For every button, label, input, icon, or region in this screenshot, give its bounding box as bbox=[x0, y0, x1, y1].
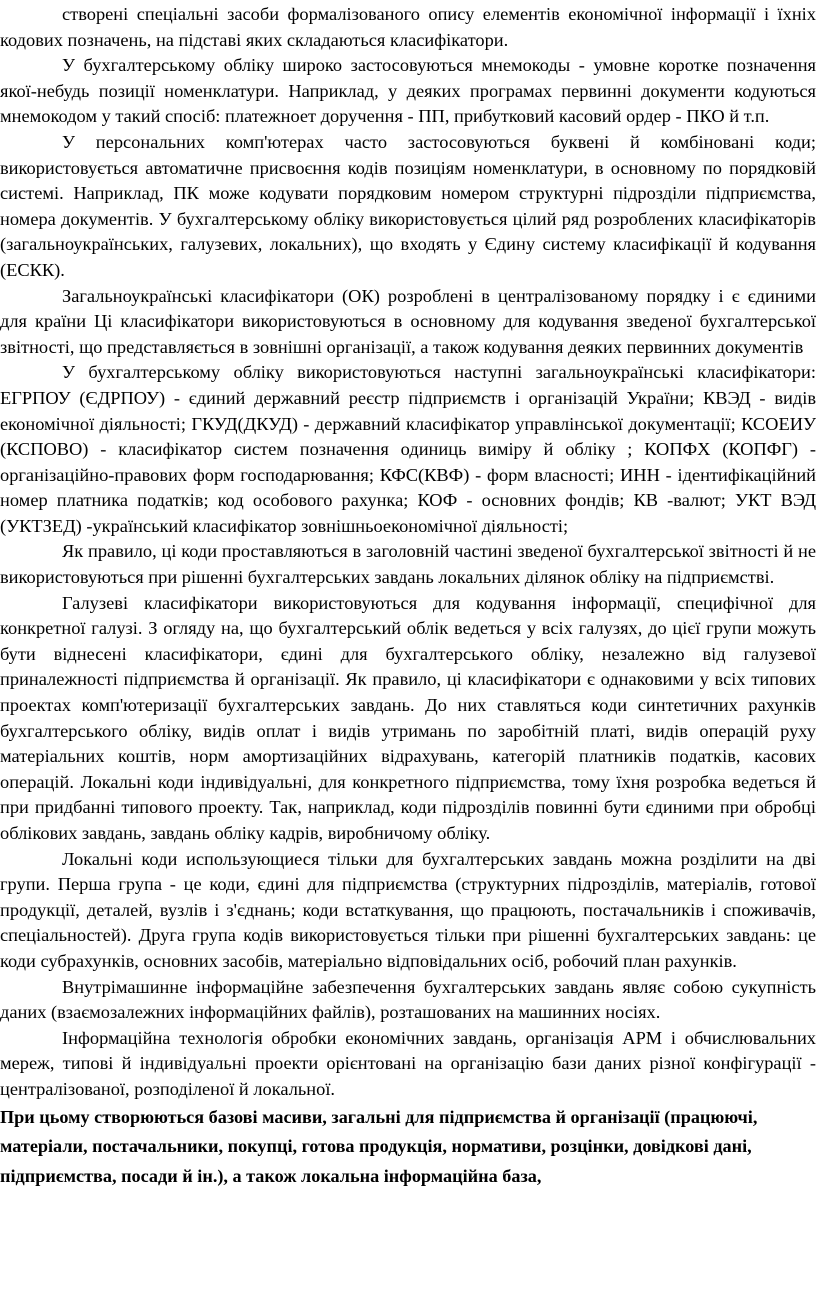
paragraph-pc-codes: У персональних комп'ютерах часто застосовуються буквені й комбіновані коди; використовується автоматичне присвоєння кодів позиціям номенклатури, в основному по порядковій системі. Наприклад, ПК може кодувати порядковим номером структурні підрозділи підприємства, номера документів. У бухгалтерському обліку використовується цілий ряд розроблених класифікаторів (загальноукраїнських, галузевих, локальних), що входять у Єдину систему класифікації й кодування (ЕСКК). bbox=[0, 131, 816, 280]
paragraph-local-codes: Локальні коди использующиеся тільки для бухгалтерських завдань можна розділити на дві групи. Перша група - це коди, єдині для підприємства (структурних підрозділів, матеріалів, готової продукції, деталей, вузлів і з'єднань; коди встаткування, що працюють, постачальників і споживачів, спеціальностей). Друга група кодів використовується тільки при рішенні бухгалтерських завдань: це коди субрахунків, основних засобів, матеріально відповідальних осіб, робочий план рахунків. bbox=[0, 848, 816, 971]
paragraph-industry-classifiers: Галузеві класифікатори використовуються для кодування інформації, специфічної для конкретної галузі. З огляду на, що бухгалтерський облік ведеться у всіх галузях, до цієї групи можуть бути віднесені класифікатори, єдині для бухгалтерського обліку, незалежно від галузевої приналежності підприємства й організації. Як правило, ці класифікатори є однаковими у всіх типових проектах комп'ютеризації бухгалтерських завдань. До них ставляться коди синтетичних рахунків бухгалтерського обліку, видів оплат і видів утримань по заробітній платі, видів операцій руху матеріальних коштів, норм амортизаційних відрахувань, категорій платників податків, касових операцій. Локальні коди індивідуальні, для конкретного підприємства, тому їхня розробка ведеться й при придбанні типового проекту. Так, наприклад, коди підрозділів повинні бути єдиними при обробці облікових завдань, завдань обліку кадрів, виробничому обліку. bbox=[0, 592, 816, 843]
paragraph-mnemocodes: У бухгалтерському обліку широко застосовуються мнемокоды - умовне коротке позначення якої-небудь позиції номенклатури. Наприклад, у деяких програмах первинні документи кодуються мнемокодом у такий спосіб: платежноет доручення - ПП, прибутковий касовий ордер - ПКО й т.п. bbox=[0, 55, 816, 127]
paragraph-info-technology: Інформаційна технологія обробки економічних завдань, організація АРМ і обчислювальних мереж, типові й індивідуальні проекти орієнтовані на організацію бази даних різної конфігурації - централізованої, розподіленої й локальної. bbox=[0, 1027, 816, 1099]
paragraph-internal-info: Внутрімашинне інформаційне забезпечення бухгалтерських завдань являє собою сукупність даних (взаємозалежних інформаційних файлів), розташованих на машинних носіях. bbox=[0, 976, 816, 1023]
paragraph-classifier-list: У бухгалтерському обліку використовуються наступні загальноукраїнські класифікатори: ЕГРПОУ (ЄДРПОУ) - єдиний державний реєстр підприємств і організацій України; КВЭД - видів економічної діяльності; ГКУД(ДКУД) - державний класифікатор управлінської документації; КСОЕИУ (КСПОВО) - класифікатор систем позначення одиниць виміру й обліку ; КОПФХ (КОПФГ) - організаційно-правових форм господарювання; КФС(КВФ) - форм власності; ИНН - ідентифікаційний номер платника податків; код особового рахунка; КОФ - основних фондів; КВ -валют; УКТ ВЭД (УКТЗЕД) -український класифікатор зовнішньоекономічної діяльності; bbox=[0, 362, 816, 536]
paragraph-national-classifiers: Загальноукраїнські класифікатори (ОК) розроблені в централізованому порядку і є єдиними для країни Ці класифікатори використовуються в основному для кодування зведеної бухгалтерської звітності, що представляється в зовнішні організації, а також кодування деяких первинних документів bbox=[0, 285, 816, 357]
paragraph-base-arrays-bold: При цьому створюються базові масиви, загальні для підприємства й організації (працюючі, матеріали, постачальники, покупці, готова продукція, нормативи, розцінки, довідкові дані, підприємства, посади й ін.), а також локальна інформаційна база, bbox=[0, 1106, 758, 1186]
paragraph-intro-continuation: створені спеціальні засоби формалізованого опису елементів економічної інформації і їхніх кодових позначень, на підставі яких складаються класифікатори. bbox=[0, 4, 816, 50]
paragraph-header-codes: Як правило, ці коди проставляються в заголовній частині зведеної бухгалтерської звітності й не використовуються при рішенні бухгалтерських завдань локальних ділянок обліку на підприємстві. bbox=[0, 541, 816, 588]
